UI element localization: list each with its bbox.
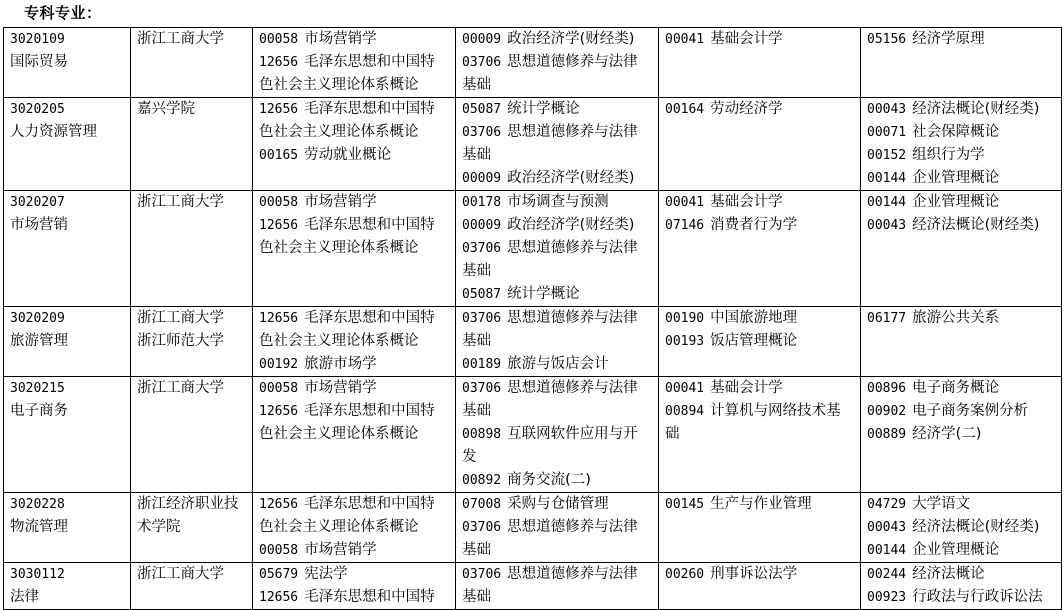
course-code: 00189 — [462, 357, 502, 372]
course-code: 00894 — [665, 404, 705, 419]
course-title: 基础会计学 — [710, 31, 783, 47]
course-code: 06177 — [867, 311, 907, 326]
course-entry — [867, 28, 1055, 51]
course-entry — [867, 144, 1055, 167]
school-cell — [131, 377, 253, 493]
course-title: 经济学原理 — [912, 31, 985, 47]
school-cell — [131, 307, 253, 377]
course-cell-col4 — [861, 563, 1062, 610]
course-code: 00058 — [259, 32, 299, 47]
course-entry — [867, 307, 1055, 330]
school-name: 浙江师范大学 — [137, 333, 224, 349]
major-cell — [4, 191, 131, 307]
course-entry — [867, 377, 1055, 400]
course-title: 经济学(二) — [912, 426, 982, 442]
school-name: 浙江经济职业技术学院 — [137, 496, 239, 535]
major-course-table — [3, 27, 1062, 610]
school-name: 浙江工商大学 — [137, 310, 224, 326]
course-title: 社会保障概论 — [912, 124, 1000, 140]
course-entry — [665, 330, 854, 353]
course-code: 00009 — [462, 32, 502, 47]
course-title: 电子商务案例分析 — [912, 403, 1029, 419]
course-entry — [867, 121, 1055, 144]
course-title: 刑事诉讼法学 — [710, 566, 798, 582]
course-code: 00178 — [462, 195, 502, 210]
course-code: 00896 — [867, 381, 907, 396]
course-cell-col4 — [861, 191, 1062, 307]
course-cell-col1 — [253, 28, 456, 98]
course-cell-col2 — [456, 191, 659, 307]
table-row — [4, 493, 1062, 563]
course-entry — [462, 516, 652, 562]
course-entry — [462, 377, 652, 423]
course-code: 00260 — [665, 567, 705, 582]
course-code: 03706 — [462, 567, 502, 582]
major-code: 3030112 — [10, 567, 65, 582]
course-code: 12656 — [259, 497, 299, 512]
major-code: 3020207 — [10, 195, 65, 210]
course-entry — [867, 493, 1055, 516]
course-cell-col4 — [861, 493, 1062, 563]
course-entry — [867, 191, 1055, 214]
course-code: 00009 — [462, 218, 502, 233]
course-title: 毛泽东思想和中国特色社会主义理论体系概论 — [259, 310, 435, 349]
course-entry — [259, 307, 449, 353]
course-title: 经济法概论 — [912, 566, 985, 582]
course-code: 00009 — [462, 171, 502, 186]
course-code: 03706 — [462, 55, 502, 70]
course-title: 市场营销学 — [304, 542, 377, 558]
course-title: 思想道德修养与法律基础 — [462, 519, 638, 558]
course-entry — [259, 563, 449, 586]
major-cell — [4, 98, 131, 191]
course-code: 00190 — [665, 311, 705, 326]
course-title: 思想道德修养与法律基础 — [462, 380, 638, 419]
course-entry — [867, 563, 1055, 586]
table-row — [4, 98, 1062, 191]
school-name: 嘉兴学院 — [137, 101, 195, 117]
course-title: 消费者行为学 — [710, 217, 798, 233]
course-entry — [462, 214, 652, 237]
major-code: 3020205 — [10, 102, 65, 117]
major-name: 旅游管理 — [10, 333, 68, 349]
course-code: 05087 — [462, 102, 502, 117]
major-name: 法律 — [10, 589, 39, 605]
course-entry — [867, 400, 1055, 423]
course-code: 00892 — [462, 473, 502, 488]
major-cell — [4, 563, 131, 610]
course-title: 思想道德修养与法律基础 — [462, 124, 638, 163]
course-cell-col4 — [861, 98, 1062, 191]
course-entry — [259, 400, 449, 446]
course-title: 采购与仓储管理 — [507, 496, 609, 512]
course-title: 经济法概论(财经类) — [912, 101, 1040, 117]
course-code: 00164 — [665, 102, 705, 117]
table-row — [4, 563, 1062, 610]
course-code: 05679 — [259, 567, 299, 582]
course-cell-col3 — [659, 307, 861, 377]
course-code: 07146 — [665, 218, 705, 233]
course-entry — [665, 191, 854, 214]
school-cell — [131, 563, 253, 610]
major-name: 国际贸易 — [10, 54, 68, 70]
course-cell-col4 — [861, 307, 1062, 377]
course-code: 03706 — [462, 241, 502, 256]
course-title: 旅游市场学 — [304, 356, 377, 372]
school-name: 浙江工商大学 — [137, 194, 224, 210]
course-code: 00041 — [665, 32, 705, 47]
course-entry — [462, 283, 652, 306]
course-entry — [867, 214, 1055, 237]
course-entry — [867, 516, 1055, 539]
major-cell — [4, 493, 131, 563]
course-title: 商务交流(二) — [507, 472, 591, 488]
course-code: 00043 — [867, 102, 907, 117]
course-title: 市场营销学 — [304, 194, 377, 210]
course-entry — [259, 51, 449, 97]
major-name: 人力资源管理 — [10, 124, 97, 140]
course-code: 00923 — [867, 590, 907, 605]
course-title: 基础会计学 — [710, 380, 783, 396]
course-entry — [259, 144, 449, 167]
course-title: 旅游公共关系 — [912, 310, 1000, 326]
course-code: 00193 — [665, 334, 705, 349]
course-entry — [462, 191, 652, 214]
course-entry — [462, 51, 652, 97]
course-cell-col2 — [456, 98, 659, 191]
course-cell-col2 — [456, 563, 659, 610]
course-title: 毛泽东思想和中国特色社会主义理论体系概论 — [259, 101, 435, 140]
table-row — [4, 307, 1062, 377]
course-code: 12656 — [259, 311, 299, 326]
course-entry — [462, 469, 652, 492]
school-cell — [131, 28, 253, 98]
school-cell — [131, 493, 253, 563]
course-code: 12656 — [259, 102, 299, 117]
course-entry — [867, 98, 1055, 121]
course-title: 组织行为学 — [912, 147, 985, 163]
course-title: 市场营销学 — [304, 380, 377, 396]
course-cell-col3 — [659, 377, 861, 493]
course-title: 毛泽东思想和中国特 — [304, 589, 435, 605]
school-name: 浙江工商大学 — [137, 566, 224, 582]
course-title: 政治经济学(财经类) — [507, 217, 635, 233]
course-code: 00058 — [259, 543, 299, 558]
course-code: 12656 — [259, 590, 299, 605]
course-entry — [259, 28, 449, 51]
course-entry — [665, 493, 854, 516]
course-code: 05087 — [462, 287, 502, 302]
course-entry — [665, 214, 854, 237]
course-entry — [462, 121, 652, 167]
major-name: 物流管理 — [10, 519, 68, 535]
course-cell-col2 — [456, 28, 659, 98]
major-code: 3020109 — [10, 32, 65, 47]
course-cell-col2 — [456, 493, 659, 563]
course-title: 政治经济学(财经类) — [507, 31, 635, 47]
course-cell-col4 — [861, 28, 1062, 98]
school-cell — [131, 98, 253, 191]
major-code: 3020209 — [10, 311, 65, 326]
course-code: 12656 — [259, 218, 299, 233]
course-title: 中国旅游地理 — [710, 310, 798, 326]
course-entry — [259, 586, 449, 609]
course-entry — [665, 377, 854, 400]
course-code: 00071 — [867, 125, 907, 140]
course-cell-col3 — [659, 493, 861, 563]
course-cell-col3 — [659, 28, 861, 98]
course-code: 00898 — [462, 427, 502, 442]
course-cell-col3 — [659, 98, 861, 191]
course-title: 电子商务概论 — [912, 380, 1000, 396]
course-title: 统计学概论 — [507, 286, 580, 302]
course-title: 宪法学 — [304, 566, 348, 582]
course-title: 思想道德修养与法律基础 — [462, 310, 638, 349]
school-name: 浙江工商大学 — [137, 380, 224, 396]
course-entry — [259, 98, 449, 144]
course-entry — [259, 377, 449, 400]
course-entry — [665, 98, 854, 121]
course-code: 00152 — [867, 148, 907, 163]
course-code: 00145 — [665, 497, 705, 512]
course-cell-col3 — [659, 563, 861, 610]
course-cell-col2 — [456, 377, 659, 493]
course-code: 00192 — [259, 357, 299, 372]
course-entry — [665, 28, 854, 51]
major-cell — [4, 307, 131, 377]
course-title: 思想道德修养与法律基础 — [462, 54, 638, 93]
course-title: 统计学概论 — [507, 101, 580, 117]
section-heading: 专科专业： — [24, 4, 102, 22]
course-title: 劳动经济学 — [710, 101, 783, 117]
school-cell — [131, 191, 253, 307]
table-row — [4, 377, 1062, 493]
course-title: 劳动就业概论 — [304, 147, 392, 163]
course-cell-col1 — [253, 191, 456, 307]
course-code: 00043 — [867, 218, 907, 233]
course-title: 行政法与行政诉讼法 — [912, 589, 1043, 605]
course-code: 00902 — [867, 404, 907, 419]
course-title: 基础会计学 — [710, 194, 783, 210]
course-entry — [259, 539, 449, 562]
major-name: 市场营销 — [10, 217, 68, 233]
course-code: 00043 — [867, 520, 907, 535]
major-cell — [4, 28, 131, 98]
course-code: 03706 — [462, 520, 502, 535]
course-code: 00041 — [665, 195, 705, 210]
course-title: 大学语文 — [912, 496, 971, 512]
major-cell — [4, 377, 131, 493]
course-title: 饭店管理概论 — [710, 333, 798, 349]
table-row — [4, 191, 1062, 307]
course-cell-col1 — [253, 98, 456, 191]
course-code: 00144 — [867, 195, 907, 210]
course-title: 生产与作业管理 — [710, 496, 812, 512]
course-title: 市场调查与预测 — [507, 194, 609, 210]
course-entry — [462, 237, 652, 283]
course-code: 00165 — [259, 148, 299, 163]
course-code: 04729 — [867, 497, 907, 512]
course-entry — [665, 400, 854, 446]
course-code: 00144 — [867, 171, 907, 186]
course-title: 毛泽东思想和中国特色社会主义理论体系概论 — [259, 496, 435, 535]
major-code: 3020215 — [10, 381, 65, 396]
course-code: 03706 — [462, 311, 502, 326]
school-name: 浙江工商大学 — [137, 31, 224, 47]
course-entry — [462, 493, 652, 516]
major-name: 电子商务 — [10, 403, 68, 419]
course-title: 思想道德修养与法律基础 — [462, 566, 638, 605]
course-title: 互联网软件应用与开发 — [462, 426, 638, 465]
course-title: 企业管理概论 — [912, 542, 1000, 558]
course-cell-col1 — [253, 377, 456, 493]
course-title: 旅游与饭店会计 — [507, 356, 609, 372]
course-entry — [665, 563, 854, 586]
course-title: 毛泽东思想和中国特色社会主义理论体系概论 — [259, 54, 435, 93]
course-entry — [462, 167, 652, 190]
course-entry — [867, 586, 1055, 609]
major-code: 3020228 — [10, 497, 65, 512]
course-title: 企业管理概论 — [912, 194, 1000, 210]
course-entry — [462, 28, 652, 51]
course-cell-col1 — [253, 493, 456, 563]
course-entry — [259, 353, 449, 376]
course-title: 市场营销学 — [304, 31, 377, 47]
course-entry — [462, 98, 652, 121]
course-code: 03706 — [462, 381, 502, 396]
course-entry — [462, 307, 652, 353]
course-title: 思想道德修养与法律基础 — [462, 240, 638, 279]
course-code: 00889 — [867, 427, 907, 442]
course-entry — [462, 423, 652, 469]
table-row — [4, 28, 1062, 98]
course-cell-col1 — [253, 563, 456, 610]
course-title: 毛泽东思想和中国特色社会主义理论体系概论 — [259, 217, 435, 256]
course-cell-col3 — [659, 191, 861, 307]
course-code: 12656 — [259, 55, 299, 70]
course-code: 05156 — [867, 32, 907, 47]
course-entry — [867, 167, 1055, 190]
course-entry — [259, 191, 449, 214]
course-code: 00058 — [259, 381, 299, 396]
course-title: 毛泽东思想和中国特色社会主义理论体系概论 — [259, 403, 435, 442]
course-code: 00144 — [867, 543, 907, 558]
course-code: 12656 — [259, 404, 299, 419]
course-entry — [462, 353, 652, 376]
course-code: 00244 — [867, 567, 907, 582]
course-code: 07008 — [462, 497, 502, 512]
course-code: 03706 — [462, 125, 502, 140]
course-title: 政治经济学(财经类) — [507, 170, 635, 186]
course-entry — [259, 214, 449, 260]
course-entry — [665, 307, 854, 330]
course-entry — [462, 563, 652, 609]
course-code: 00041 — [665, 381, 705, 396]
course-entry — [867, 539, 1055, 562]
course-code: 00058 — [259, 195, 299, 210]
course-entry — [867, 423, 1055, 446]
course-entry — [259, 493, 449, 539]
course-cell-col2 — [456, 307, 659, 377]
course-title: 企业管理概论 — [912, 170, 1000, 186]
course-title: 计算机与网络技术基础 — [665, 403, 841, 442]
course-title: 经济法概论(财经类) — [912, 217, 1040, 233]
course-cell-col1 — [253, 307, 456, 377]
course-cell-col4 — [861, 377, 1062, 493]
course-title: 经济法概论(财经类) — [912, 519, 1040, 535]
